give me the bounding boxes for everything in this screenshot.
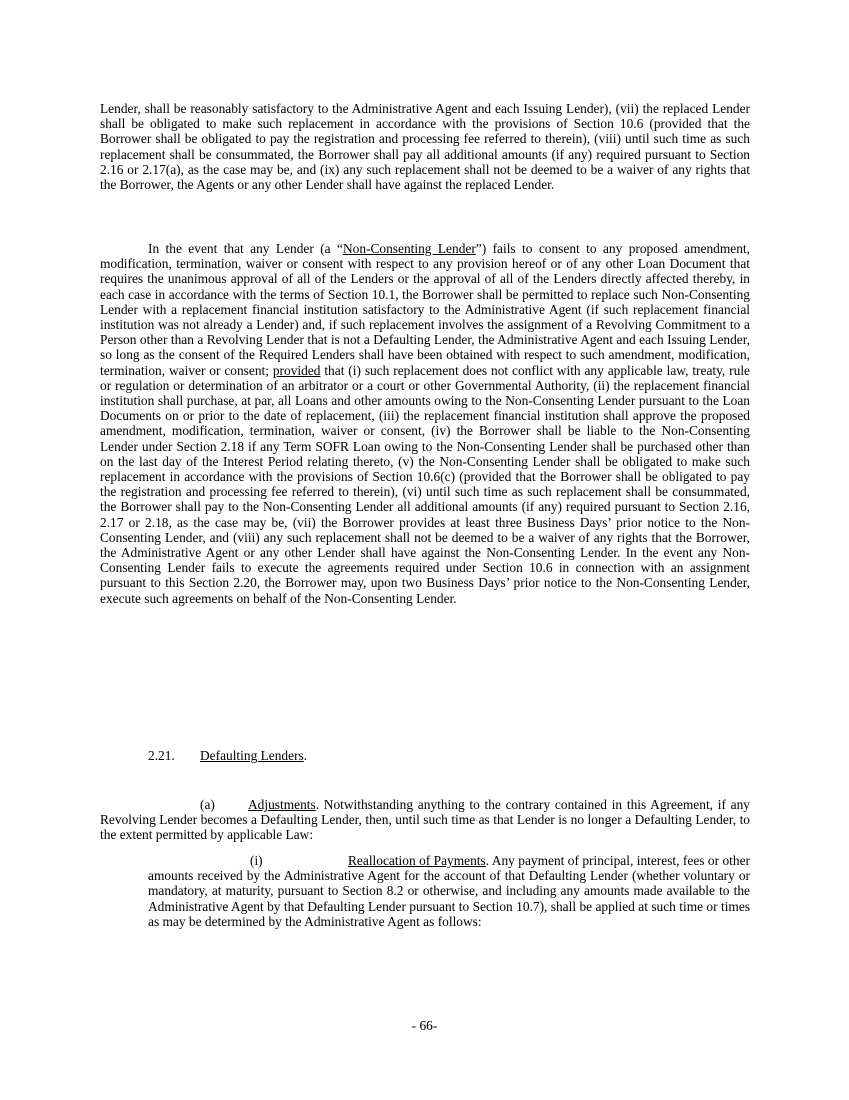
text-run: . Notwithstanding anything to the contrary contained in this Agreement, if any Revolving Lender becomes a Defaulting Lender, then, until such time as that Lender is no longer a Defaulting Lender, to the extent permitted by applicable Law: [100,797,750,843]
paragraph-replacement-conditions: Lender, shall be reasonably satisfactory to the Administrative Agent and each Issuing Lender), (vii) the replaced Lender shall be obligated to make such replacement in accordance with the provisions of Section 10.6 (provided that the Borrower shall be obligated to pay the registration and processing fee referred to therein), (viii) until such time as such replacement shall be consummated, the Borrower shall pay all additional amounts (if any) required pursuant to Section 2.16 or 2.17(a), as the case may be, and (ix) any such replacement shall not be deemed to be a waiver of any rights that the Borrower, the Agents or any other Lender shall have against the replaced Lender. [100,101,750,193]
text-run: . Any payment of principal, interest, fees or other amounts received by the Administrative Agent for the account of that Defaulting Lender (whether voluntary or mandatory, at maturity, pursuant to Section 8.2 or otherwise, and including any amounts made available to the Administrative Agent by that Defaulting Lender pursuant to Section 10.7), shall be applied at such time or times as may be determined by the Administrative Agent as follows: [148,853,750,929]
page-number: - 66- [411,1018,438,1033]
clause-label-i: (i) [250,853,263,868]
defined-term-non-consenting-lender: Non-Consenting Lender [342,241,476,256]
clause-title-adjustments: Adjustments [248,797,316,812]
text-run: that (i) such replacement does not conflict with any applicable law, treaty, rule or regulation or determination of an arbitrator or a court or other Governmental Authority, (ii) the replacement financial institution shall purchase, at par, all Loans and other amounts owing to the Non-Consenting Lender pursuant to the Loan Documents on or prior to the date of replacement, (iii) the replacement financial institution shall approve the proposed amendment, modification, termination, waiver or consent, (iv) the Borrower shall be liable to the Non-Consenting Lender under Section 2.18 if any Term SOFR Loan owing to the Non-Consenting Lender shall be purchased other than on the last day of the Interest Period relating thereto, (v) the Non-Consenting Lender shall be obligated to make such replacement in accordance with the provisions of Section 10.6(c) (provided that the Borrower shall be obligated to pay the registration and processing fee referred to therein), (vi) until such time as such replacement shall be consummated, the Borrower shall pay to the Non-Consenting Lender all additional amounts (if any) required pursuant to Section 2.16, 2.17 or 2.18, as the case may be, (vii) the Borrower provides at least three Business Days’ prior notice to the Non-Consenting Lender, and (viii) any such replacement shall not be deemed to be a waiver of any rights that the Borrower, the Administrative Agent or any other Lender shall have against the Non-Consenting Lender. In the event any Non-Consenting Lender fails to execute the agreements required under Section 10.6 in connection with an assignment pursuant to this Section 2.20, the Borrower may, upon two Business Days’ prior notice to the Non-Consenting Lender, execute such agreements on behalf of the Non-Consenting Lender. [100,362,750,606]
section-number: 2.21. [148,748,175,763]
clause-label-a: (a) [200,797,215,812]
clause-title-reallocation: Reallocation of Payments [348,853,486,868]
text-run: ”) fails to consent to any proposed amendment, modification, termination, waiver or consent with respect to any provision hereof or of any other Loan Document that requires the unanimous approval of all of the Lenders or the approval of all of the Lenders directly affected thereby, in each case in accordance with the terms of Section 10.1, the Borrower shall be permitted to replace such Non-Consenting Lender with a replacement financial institution satisfactory to the Administrative Agent (if such replacement financial institution was not already a Lender) and, if such replacement involves the assignment of a Revolving Commitment to a Person other than a Revolving Lender that is not a Defaulting Lender, the Administrative Agent and each Issuing Lender, so long as the consent of the Required Lenders shall have been obtained with respect to such amendment, modification, termination, waiver or consent; [100,241,750,378]
section-period: . [303,748,308,763]
paragraph-non-consenting-lender [100,241,750,606]
paragraph-adjustments [100,797,750,843]
text-run: In the event that any Lender (a “ [148,241,343,256]
section-heading-2-21 [148,748,307,764]
provided-term: provided [272,362,321,378]
section-title: Defaulting Lenders [200,748,304,763]
paragraph-reallocation-of-payments [148,853,750,929]
